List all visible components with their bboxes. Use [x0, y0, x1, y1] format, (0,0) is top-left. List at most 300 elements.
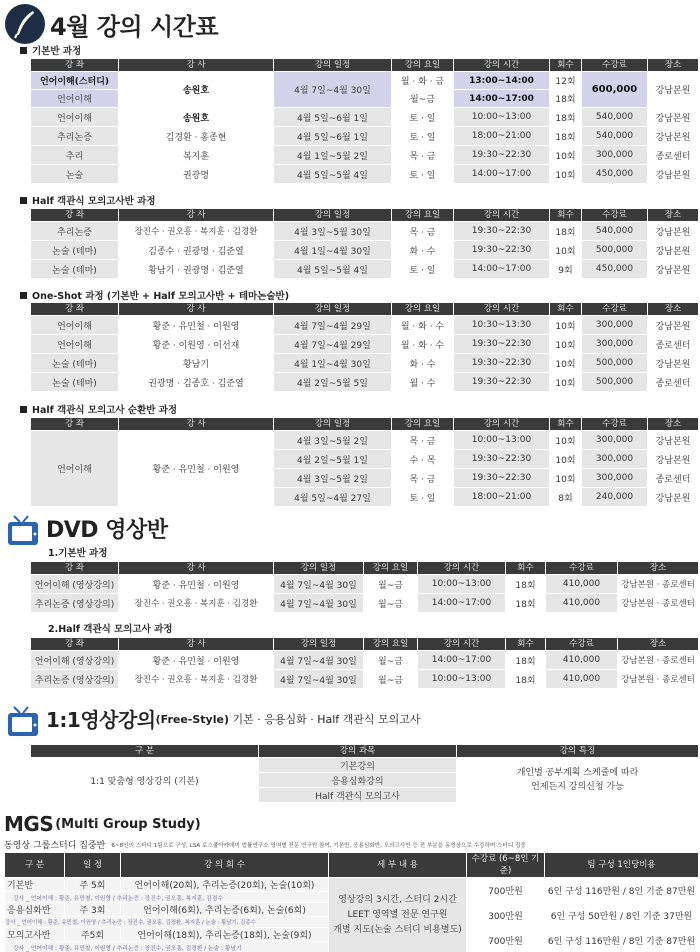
cell-count: 10회 — [550, 469, 582, 488]
cell-count: 10회 — [550, 373, 582, 392]
col-header: 수강료 — [582, 209, 648, 222]
col-header: 장소 — [648, 209, 699, 222]
cell-time: 19:30~22:30 — [454, 450, 550, 469]
cell-teacher: 장진수 · 권오흥 · 복지훈 · 김경환 — [119, 222, 274, 241]
cell-period: 4월 1일~5월 2일 — [274, 146, 392, 165]
cell-fee: 540,000 — [582, 222, 648, 241]
cell-time: 18:00~21:00 — [454, 127, 550, 146]
feature-line: 개인별 공부계획 스케줄에 따라 — [516, 768, 639, 778]
cell-count: 10회 — [550, 316, 582, 335]
details-line: 영상강의 3시간, 스터디 2시간 — [338, 894, 457, 905]
table-row — [31, 108, 699, 127]
cell-course: 언어이해 — [31, 335, 119, 354]
cell-count: 9회 — [550, 260, 582, 279]
cell-teacher: 황남기 — [119, 354, 274, 373]
col-header: 구 분 — [5, 853, 65, 878]
cell-fee: 540,000 — [582, 108, 648, 127]
cell-period: 4월 5일~5월 4일 — [274, 260, 392, 279]
cell-fee: 700만원 — [467, 878, 545, 903]
cell-lectures: 언어이해(6회), 추리논증(6회), 논술(6회) — [121, 903, 329, 917]
col-header: 수강료 — [582, 418, 648, 431]
cell-place: 강남본원 — [648, 108, 699, 127]
cell-fee: 700만원 — [467, 928, 545, 952]
table-row — [31, 316, 699, 335]
cell-day: 월 · 화 · 금 — [392, 72, 454, 90]
col-header: 강 사 — [119, 303, 274, 316]
col-header: 강의 일정 — [274, 562, 364, 575]
mgs-note: 6~8인의 스터디 1팀으로 구성, LSA 로스쿨아카데미 법률연구소 영역별 전문 연구원 참여, 기본반, 응용심화반, 모의고사반 등 전 부분을 동영상으로 수강하며 스터디 집중 — [111, 842, 526, 849]
cell-period: 4월 2일~5월 1일 — [274, 450, 392, 469]
cell-day: 수 · 목 — [392, 450, 454, 469]
section-title: 기본반 과정 — [32, 46, 82, 57]
cell-teacher: 황남기 · 권광명 · 김준열 — [119, 260, 274, 279]
cell-day: 월 · 화 · 수 — [392, 316, 454, 335]
col-header: 구 분 — [31, 745, 259, 758]
col-header: 강 사 — [119, 59, 274, 72]
cell-period: 4월 5일~6월 1일 — [274, 127, 392, 146]
col-header: 강의 과목 — [259, 745, 457, 758]
col-header: 수강료 — [546, 562, 618, 575]
tv-icon — [6, 514, 40, 548]
cell-fee: 300만원 — [467, 903, 545, 928]
feature-line: 언제든지 강의신청 가능 — [531, 782, 624, 792]
col-header: 수강료 (6~8인 기준) — [467, 853, 545, 878]
table-row — [31, 373, 699, 392]
feather-pen-icon — [4, 3, 46, 45]
col-header: 장소 — [618, 562, 699, 575]
section-basic-heading — [20, 43, 81, 57]
col-header: 강의 요일 — [364, 562, 418, 575]
cell-teacher: 황준 · 이원영 · 이선재 — [119, 335, 274, 354]
cell-day: 월~금 — [364, 575, 418, 594]
cell-count: 10회 — [550, 354, 582, 373]
cell-time: 10:30~13:30 — [454, 316, 550, 335]
cell-day: 토 · 일 — [392, 165, 454, 184]
cell-time: 19:30~22:30 — [454, 354, 550, 373]
cell-fee: 300,000 — [582, 469, 648, 488]
cell-period: 4월 7일~4월 30일 — [274, 72, 392, 108]
cell-course: 언어이해 — [31, 316, 119, 335]
mgs-subtitle: 동영상 그룹스터디 집중반 — [4, 841, 106, 851]
section-half-heading — [20, 193, 155, 207]
col-header: 강 사 — [119, 638, 274, 651]
cell-day: 월~금 — [364, 651, 418, 670]
cell-time: 14:00~17:00 — [454, 90, 550, 108]
cell-time: 10:00~13:00 — [454, 431, 550, 450]
cell-count: 18회 — [506, 670, 546, 689]
table-row — [5, 878, 699, 892]
table-header-row — [31, 638, 699, 651]
cell-course: 추리 — [31, 146, 119, 165]
cell-count: 10회 — [550, 165, 582, 184]
cell-time: 10:00~13:00 — [418, 670, 506, 689]
cell-subject: 응용심화강의 — [259, 773, 457, 788]
cell-course: 추리논증 — [31, 127, 119, 146]
cell-count: 18회 — [550, 127, 582, 146]
col-header: 장소 — [648, 418, 699, 431]
table-row — [31, 575, 699, 594]
tv-icon — [6, 705, 40, 739]
cell-fee: 410,000 — [546, 594, 618, 613]
cell-team-cost: 6인 구성 116만원 / 8인 기준 87만원 — [545, 878, 699, 903]
table-row — [31, 594, 699, 613]
table-header-row — [5, 853, 699, 878]
col-header: 강 좌 — [31, 562, 119, 575]
cell-course: 언어이해 (영상강의) — [31, 651, 119, 670]
cell-place: 강남본원 — [648, 488, 699, 507]
cell-period: 4월 7일~4월 29일 — [274, 335, 392, 354]
bullet-square-icon — [20, 292, 27, 299]
cell-teacher: 송원호 — [119, 108, 274, 127]
cell-place: 종로센터 — [648, 146, 699, 165]
col-header: 수강료 — [582, 303, 648, 316]
cell-time: 19:30~22:30 — [454, 335, 550, 354]
cell-count: 18회 — [506, 651, 546, 670]
table-half — [30, 208, 699, 279]
cell-place: 강남본원 — [648, 72, 699, 108]
col-header: 일 정 — [65, 853, 121, 878]
cell-period: 4월 7일~4월 30일 — [274, 594, 364, 613]
cell-place: 강남본원 — [648, 431, 699, 450]
cell-fee: 500,000 — [582, 373, 648, 392]
cell-teacher: 황준 · 유민철 · 이원영 — [119, 651, 274, 670]
cell-course: 논술 (테마) — [31, 373, 119, 392]
cell-day: 목 · 금 — [392, 469, 454, 488]
col-header: 수강료 — [582, 59, 648, 72]
table-dvd-basic — [30, 561, 699, 613]
table-mgs — [4, 852, 699, 952]
col-header: 강의 요일 — [364, 638, 418, 651]
table-header-row — [31, 303, 699, 316]
cell-teacher: 황준 · 유민철 · 이원영 — [119, 575, 274, 594]
col-header: 강 좌 — [31, 638, 119, 651]
col-header: 강의 시간 — [454, 59, 550, 72]
cell-count: 18회 — [550, 222, 582, 241]
cell-place: 강남본원 · 종로센터 — [618, 651, 699, 670]
col-header: 강의 시간 — [454, 418, 550, 431]
cell-feature — [457, 758, 699, 803]
cell-count: 10회 — [550, 241, 582, 260]
cell-teacher: 권광명 — [119, 165, 274, 184]
cell-lectures: 언어이해(20회), 추리논증(20회), 논술(10회) — [121, 878, 329, 892]
table-header-row — [31, 745, 699, 758]
cell-place: 강남본원 — [648, 127, 699, 146]
cell-category: 1:1 맞춤형 영상강의 (기본) — [31, 758, 259, 803]
cell-period: 4월 7일~4월 30일 — [274, 575, 364, 594]
col-header: 강 좌 — [31, 418, 119, 431]
table-one-on-one — [30, 744, 699, 803]
col-header: 장소 — [648, 59, 699, 72]
col-header: 강 사 — [119, 418, 274, 431]
cell-day: 목 · 금 — [392, 146, 454, 165]
table-dvd-half — [30, 637, 699, 689]
cell-teacher: 복지훈 — [119, 146, 274, 165]
cell-period: 4월 7일~4월 29일 — [274, 316, 392, 335]
cell-subject: 기본강의 — [259, 758, 457, 773]
cell-period: 4월 7일~4월 30일 — [274, 651, 364, 670]
cell-course: 논술 — [31, 165, 119, 184]
col-header: 강의 요일 — [392, 418, 454, 431]
cell-count: 10회 — [550, 335, 582, 354]
cell-fee: 410,000 — [546, 575, 618, 594]
cell-course: 논술 (테마) — [31, 260, 119, 279]
cell-place: 종로센터 — [648, 469, 699, 488]
col-header: 강의 일정 — [274, 209, 392, 222]
cell-fee: 500,000 — [582, 354, 648, 373]
cell-count: 10회 — [550, 146, 582, 165]
col-header: 강의 요일 — [392, 209, 454, 222]
cell-fee: 300,000 — [582, 450, 648, 469]
details-line: LEET 영역별 전문 연구원 — [347, 909, 448, 920]
cell-fee: 450,000 — [582, 260, 648, 279]
cell-period: 4월 5일~6월 1일 — [274, 108, 392, 127]
cell-schedule: 주5회 — [65, 928, 121, 942]
cell-day: 토 · 일 — [392, 127, 454, 146]
col-header: 강의 일정 — [274, 303, 392, 316]
cell-name: 모의고사반 — [5, 928, 65, 942]
table-row — [31, 146, 699, 165]
table-basic — [30, 58, 699, 184]
col-header: 장소 — [648, 303, 699, 316]
cell-period: 4월 3일~5월 30일 — [274, 222, 392, 241]
section-title: Half 객관식 모의고사 순환반 과정 — [32, 405, 178, 416]
col-header: 회수 — [550, 59, 582, 72]
cell-count: 18회 — [506, 594, 546, 613]
cell-time: 14:00~17:00 — [454, 165, 550, 184]
section-title: One-Shot 과정 (기본반 + Half 모의고사반 + 테마논술반) — [32, 291, 290, 302]
col-header: 강의 시간 — [454, 303, 550, 316]
bullet-square-icon — [20, 47, 27, 54]
cell-teacher: 송원호 — [119, 72, 274, 108]
col-header: 강 사 — [119, 562, 274, 575]
cell-day: 토 · 일 — [392, 260, 454, 279]
cell-fee: 300,000 — [582, 335, 648, 354]
col-header: 회수 — [550, 303, 582, 316]
cell-day: 화 · 수 — [392, 354, 454, 373]
table-row — [31, 222, 699, 241]
cell-period: 4월 3일~5월 2일 — [274, 431, 392, 450]
section-title: Half 객관식 모의고사반 과정 — [32, 196, 156, 207]
cell-fee: 300,000 — [582, 146, 648, 165]
cell-period: 4월 5일~4월 27일 — [274, 488, 392, 507]
table-row — [31, 670, 699, 689]
cell-period: 4월 5일~5월 4일 — [274, 165, 392, 184]
table-row — [31, 431, 699, 450]
table-row — [31, 241, 699, 260]
mgs-title-paren: (Multi Group Study) — [55, 816, 201, 832]
dvd-sub-half: 2.Half 객관식 모의고사 과정 — [48, 624, 173, 635]
table-row — [31, 127, 699, 146]
cell-period: 4월 1일~4월 30일 — [274, 354, 392, 373]
cell-course: 추리논증 (영상강의) — [31, 670, 119, 689]
col-header: 강 사 — [119, 209, 274, 222]
cell-time: 14:00~17:00 — [454, 260, 550, 279]
cell-count: 8회 — [550, 488, 582, 507]
col-header: 강 의 회 수 — [121, 853, 329, 878]
section-oneshot-heading — [20, 288, 289, 302]
cell-time: 19:30~22:30 — [454, 222, 550, 241]
mgs-title: MGS — [4, 812, 54, 836]
cell-course: 언어이해 — [31, 108, 119, 127]
cell-count: 12회 — [550, 72, 582, 90]
cell-fee: 450,000 — [582, 165, 648, 184]
col-header: 장소 — [618, 638, 699, 651]
col-header: 회수 — [550, 209, 582, 222]
cell-day: 화 · 수 — [392, 241, 454, 260]
dvd-sub-basic: 1.기본반 과정 — [48, 548, 108, 559]
cell-place: 강남본원 — [648, 316, 699, 335]
cell-fee: 500,000 — [582, 241, 648, 260]
table-cycle — [30, 417, 699, 507]
cell-day: 토 · 일 — [392, 108, 454, 127]
table-row — [31, 72, 699, 90]
cell-time: 18:00~21:00 — [454, 488, 550, 507]
cell-fee: 410,000 — [546, 651, 618, 670]
cell-place: 종로센터 — [648, 373, 699, 392]
cell-place: 강남본원 — [648, 450, 699, 469]
cell-place: 강남본원 · 종로센터 — [618, 670, 699, 689]
cell-day: 월 · 수 — [392, 373, 454, 392]
cell-teacher: 장진수 · 권오흥 · 복지훈 · 김경환 — [119, 670, 274, 689]
cell-day: 월~금 — [364, 670, 418, 689]
table-header-row — [31, 59, 699, 72]
cell-count: 18회 — [550, 108, 582, 127]
cell-time: 14:00~17:00 — [418, 651, 506, 670]
one-on-one-title-main: 1:1영상강의 — [46, 707, 156, 732]
page-header — [4, 3, 218, 45]
cell-place: 강남본원 — [648, 354, 699, 373]
cell-place: 강남본원 — [648, 165, 699, 184]
cell-course: 언어이해 — [31, 431, 119, 507]
cell-teachers: 강사 _ 언어이해 : 황준, 유민철, 이원영 / 추리논증 : 장진수, 권오흥, 김경환 / 논술 : 황남기 — [5, 942, 329, 952]
cell-details — [329, 878, 467, 952]
details-line: 개별 지도(논술 스터디 비용별도) — [333, 924, 462, 935]
cell-teachers: 강사 _ 언어이해 : 황준, 유민철, 이원영 / 추리논증 : 장진수, 권오흥, 김경환, 복지훈 / 논술 : 황남기, 김종수 — [5, 917, 329, 928]
cell-time: 19:30~22:30 — [454, 241, 550, 260]
one-on-one-title-rest: 기본 · 응용심화 · Half 객관식 모의고사 — [228, 713, 421, 726]
table-row — [31, 651, 699, 670]
cell-time: 10:00~13:00 — [454, 108, 550, 127]
cell-name: 응용심화반 — [5, 903, 65, 917]
cell-time: 19:30~22:30 — [454, 146, 550, 165]
cell-time: 13:00~14:00 — [454, 72, 550, 90]
cell-course: 추리논증 (영상강의) — [31, 594, 119, 613]
page-title: 4월 강의 시간표 — [50, 12, 219, 41]
cell-count: 18회 — [550, 90, 582, 108]
cell-day: 목 · 금 — [392, 222, 454, 241]
cell-time: 10:00~13:00 — [418, 575, 506, 594]
table-row — [31, 354, 699, 373]
mgs-header — [4, 812, 201, 836]
col-header: 회수 — [550, 418, 582, 431]
cell-course: 언어이해(스터디) — [31, 72, 119, 90]
cell-lectures: 언어이해(18회), 추리논증(18회), 논술(9회) — [121, 928, 329, 942]
cell-subject: Half 객관식 모의고사 — [259, 788, 457, 803]
cell-schedule: 주 3회 — [65, 903, 121, 917]
col-header: 강의 일정 — [274, 638, 364, 651]
cell-course: 추리논증 — [31, 222, 119, 241]
table-header-row — [31, 209, 699, 222]
cell-schedule: 주 5회 — [65, 878, 121, 892]
col-header: 강의 시간 — [418, 638, 506, 651]
cell-teacher: 김종수 · 권광명 · 김준열 — [119, 241, 274, 260]
cell-period: 4월 1일~4월 30일 — [274, 241, 392, 260]
cell-fee: 300,000 — [582, 431, 648, 450]
mgs-subtitle-row — [4, 838, 698, 851]
table-header-row — [31, 418, 699, 431]
cell-fee: 300,000 — [582, 316, 648, 335]
cell-teacher: 황준 · 유민철 · 이원영 — [119, 316, 274, 335]
cell-course: 언어이해 — [31, 90, 119, 108]
cell-fee: 240,000 — [582, 488, 648, 507]
cell-count: 10회 — [550, 450, 582, 469]
cell-teacher: 장진수 · 권오흥 · 복지훈 · 김경환 — [119, 594, 274, 613]
cell-place: 강남본원 · 종로센터 — [618, 575, 699, 594]
cell-fee: 410,000 — [546, 670, 618, 689]
col-header: 세 부 내 용 — [329, 853, 467, 878]
col-header: 강의 시간 — [454, 209, 550, 222]
cell-period: 4월 2일~5월 5일 — [274, 373, 392, 392]
bullet-square-icon — [20, 406, 27, 413]
cell-time: 19:30~22:30 — [454, 373, 550, 392]
cell-day: 월~금 — [364, 594, 418, 613]
col-header: 강의 일정 — [274, 418, 392, 431]
cell-time: 19:30~22:30 — [454, 469, 550, 488]
cell-place: 강남본원 — [648, 260, 699, 279]
cell-day: 목 · 금 — [392, 431, 454, 450]
col-header: 강의 시간 — [418, 562, 506, 575]
cell-teachers: 강사 _ 언어이해 : 황준, 유민철, 이원영 / 추리논증 : 장진수, 권오흥, 복지훈, 김경수 — [5, 892, 329, 903]
dvd-header — [6, 514, 167, 548]
cell-name: 기본반 — [5, 878, 65, 892]
col-header: 강의 요일 — [392, 303, 454, 316]
table-row — [31, 165, 699, 184]
col-header: 회수 — [506, 638, 546, 651]
table-row — [31, 758, 699, 773]
cell-count: 10회 — [550, 431, 582, 450]
table-header-row — [31, 562, 699, 575]
cell-fee: 600,000 — [582, 72, 648, 108]
cell-course: 논술 (테마) — [31, 241, 119, 260]
col-header: 팀 구성 1인당비용 — [545, 853, 699, 878]
cell-course: 언어이해 (영상강의) — [31, 575, 119, 594]
cell-teacher: 황준 · 유민철 · 이원영 — [119, 431, 274, 507]
cell-course: 논술 (테마) — [31, 354, 119, 373]
one-on-one-title-paren: (Free-Style) — [155, 712, 229, 726]
cell-period: 4월 7일~4월 30일 — [274, 670, 364, 689]
col-header: 강의 요일 — [392, 59, 454, 72]
col-header: 강 좌 — [31, 209, 119, 222]
section-cycle-heading — [20, 402, 177, 416]
cell-team-cost: 6인 구성 50만원 / 8인 기준 37만원 — [545, 903, 699, 928]
cell-period: 4월 3일~5월 2일 — [274, 469, 392, 488]
cell-place: 강남본원 · 종로센터 — [618, 594, 699, 613]
cell-place: 강남본원 — [648, 222, 699, 241]
col-header: 강 좌 — [31, 59, 119, 72]
cell-time: 14:00~17:00 — [418, 594, 506, 613]
col-header: 강의 특징 — [457, 745, 699, 758]
col-header: 강의 일정 — [274, 59, 392, 72]
cell-teacher: 김경환 · 홍종현 — [119, 127, 274, 146]
cell-day: 토 · 일 — [392, 488, 454, 507]
table-oneshot — [30, 302, 699, 392]
cell-day: 월~금 — [392, 90, 454, 108]
table-row — [31, 335, 699, 354]
col-header: 수강료 — [546, 638, 618, 651]
cell-count: 18회 — [506, 575, 546, 594]
cell-fee: 540,000 — [582, 127, 648, 146]
bullet-square-icon — [20, 197, 27, 204]
